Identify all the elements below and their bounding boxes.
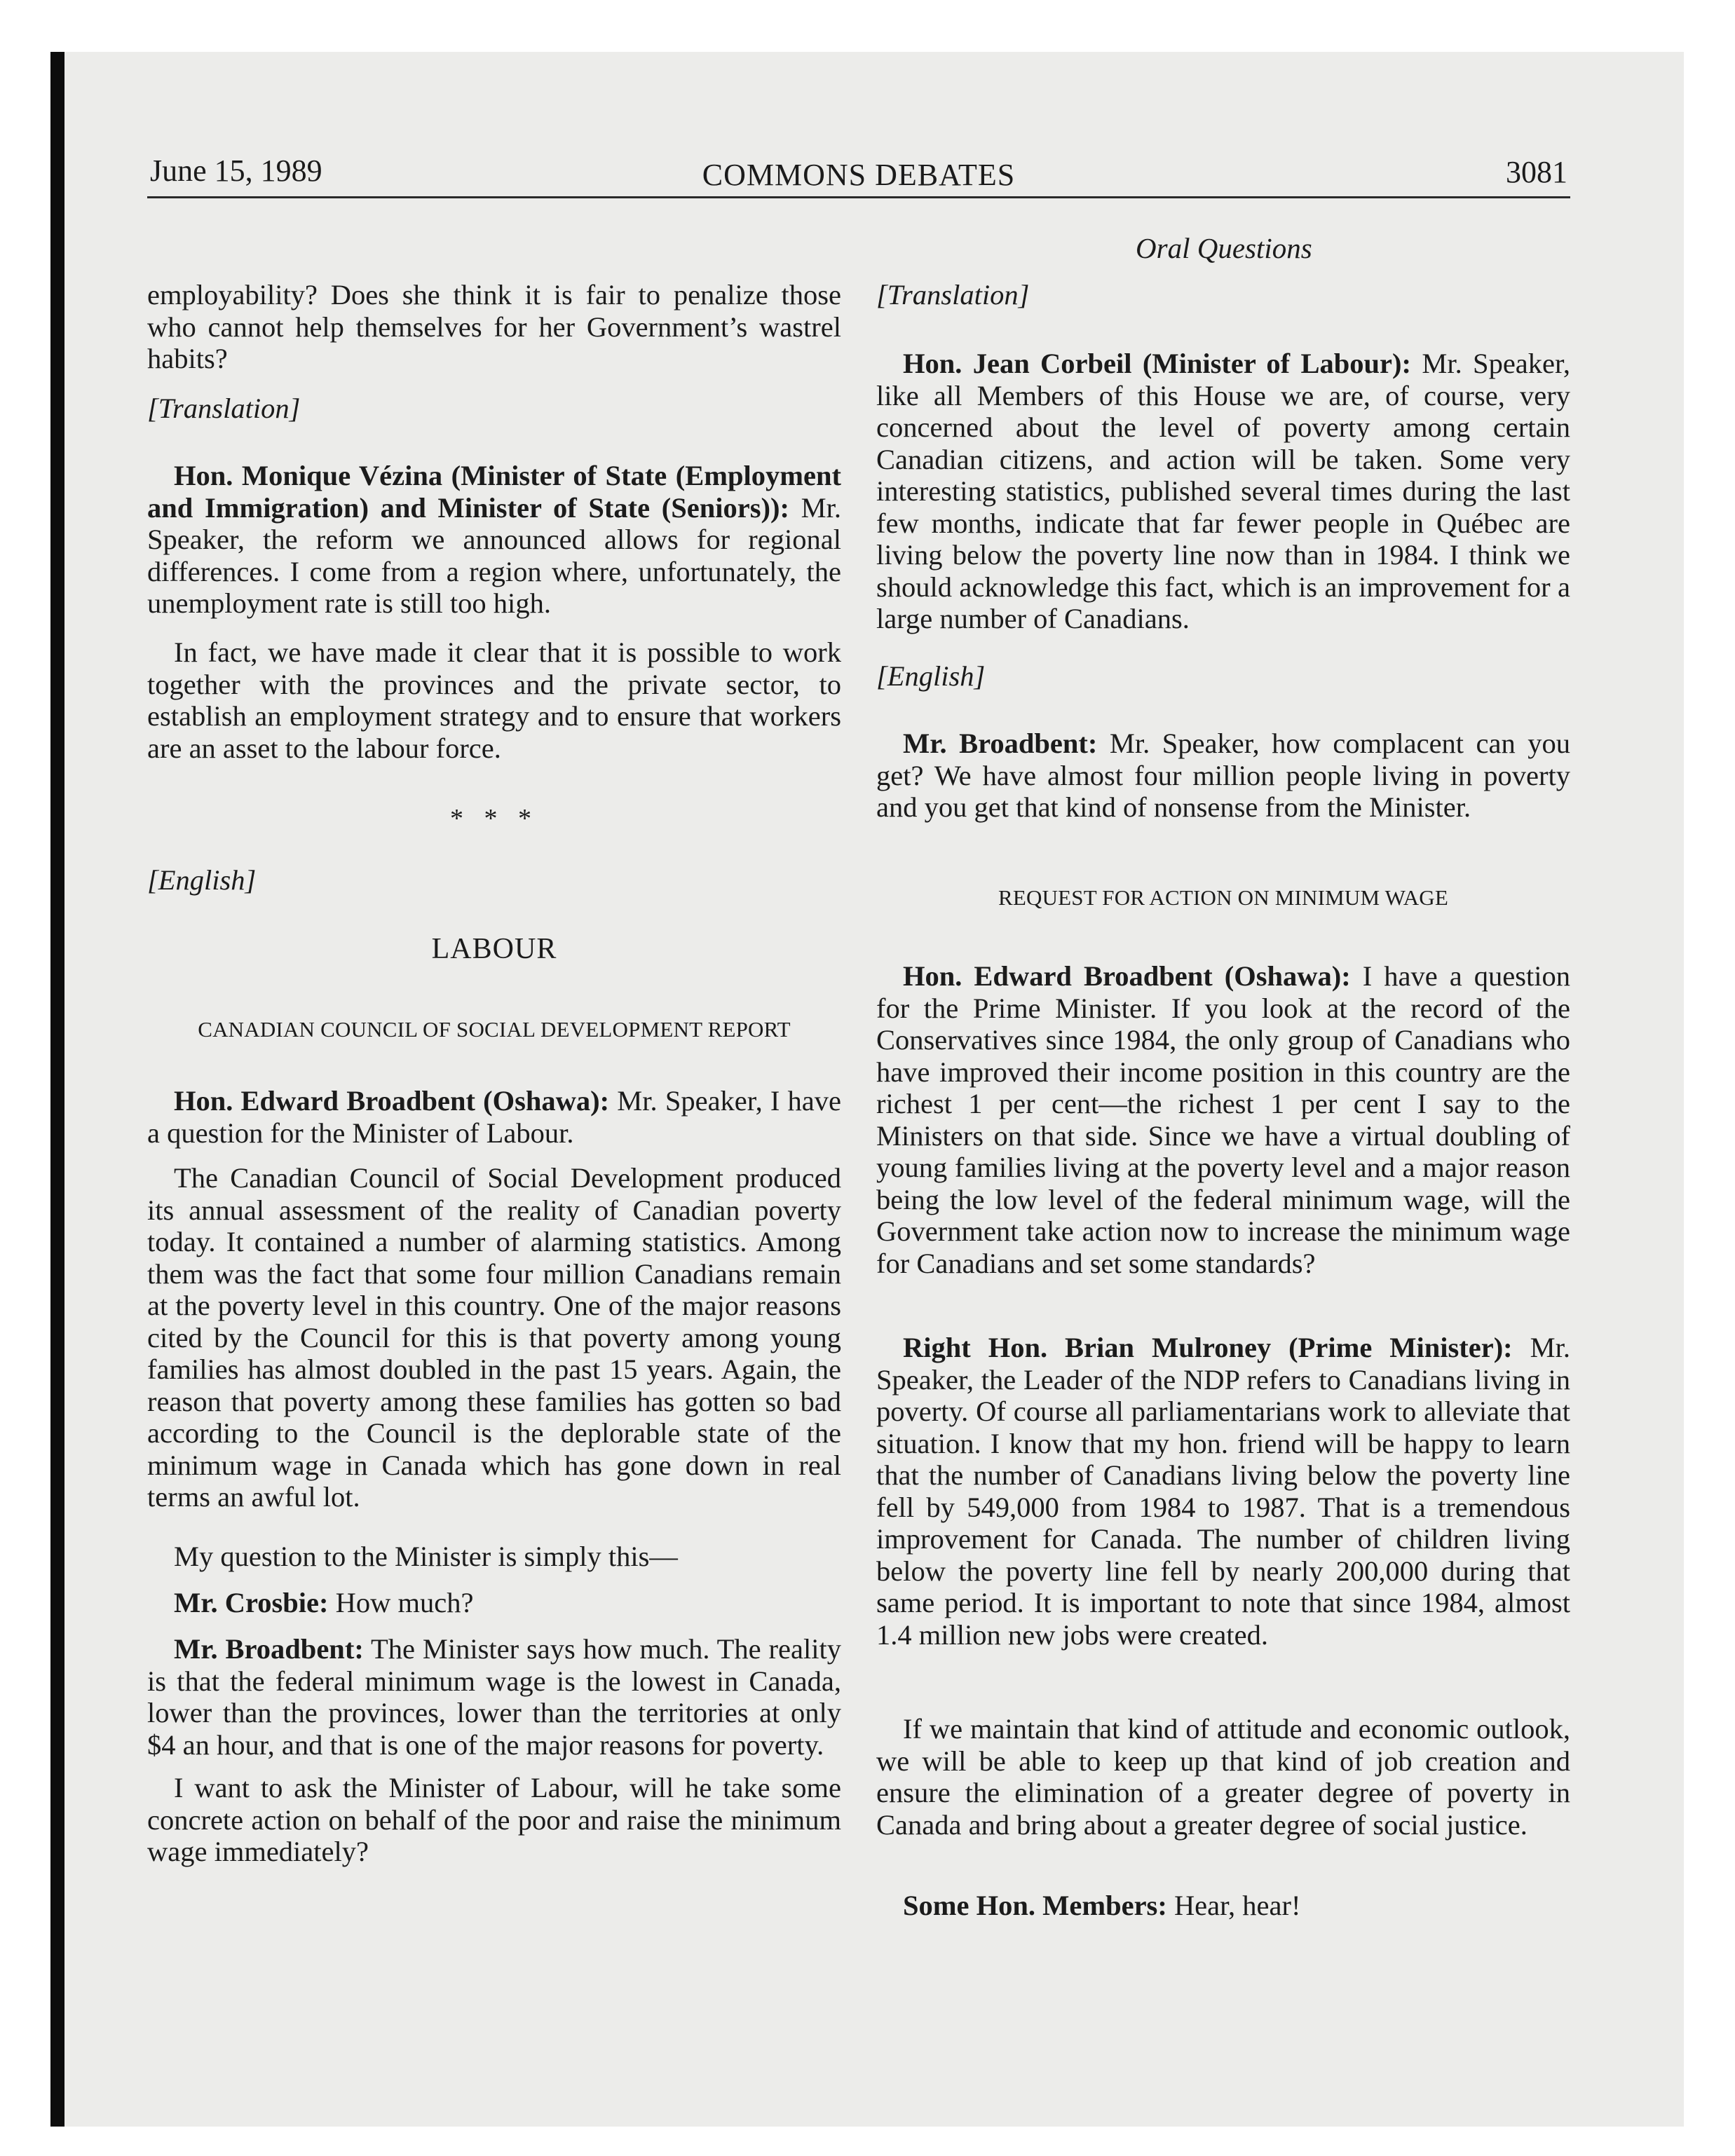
speaker-name: Some Hon. Members: [903, 1890, 1167, 1921]
english-marker: [English] [876, 660, 986, 692]
speech-text: Hear, hear! [1166, 1890, 1301, 1921]
speech-text: Mr. Speaker, the reform we announced allows for regional differences. I come from a region where, unfortunately, the unemployment rate is still too high. [147, 491, 842, 619]
header-date: June 15, 1989 [150, 153, 322, 188]
section-divider: * * * [450, 804, 538, 833]
speaker-name: Mr. Crosbie: [174, 1587, 329, 1618]
speaker-name: Mr. Broadbent: [174, 1633, 364, 1665]
speaker-name: Hon. Edward Broadbent (Oshawa): [903, 960, 1351, 992]
right-column [876, 279, 1570, 1975]
paragraph: In fact, we have made it clear that it is possible to work together with the provinces and the private sector, to establish an employment strategy and to ensure that workers are an asset to the labour force. [147, 636, 841, 764]
paragraph [876, 1332, 1570, 1651]
running-head: Oral Questions [1136, 232, 1312, 264]
binding-edge [50, 52, 64, 2127]
paragraph [876, 348, 1570, 635]
paragraph [147, 460, 841, 620]
translation-marker: [Translation] [876, 279, 1030, 311]
speech-text: Mr. Speaker, like all Members of this House we are, of course, very concerned about the level of poverty among certain Canadian citizens, and action will be taken. Some very interesting statistics, published several times during the last few months, indicate that far fewer people in Québec are living below the poverty line now than in 1984. I think we should acknowledge this fact, which is an improvement for a large number of Canadians. [876, 348, 1570, 634]
speech-text: Mr. Speaker, how complacent can you get? We have almost four million people living in poverty and you get that kind of nonsense from the Minister. [876, 728, 1570, 823]
speech-text: Mr. Speaker, the Leader of the NDP refers to Canadians living in poverty. Of course all parliamentarians work to alleviate that situation. I know that my hon. friend will be happy to learn that the number of Canadians living below the poverty line fell by 549,000 from 1984 to 1987. That is a tremendous improvement for Canada. The number of children living below the poverty line fell by nearly 200,000 during that same period. It is important to note that since 1984, almost 1.4 million new jobs were created. [876, 1332, 1570, 1651]
header-title: COMMONS DEBATES [702, 158, 1016, 192]
paragraph [147, 1085, 841, 1149]
paragraph [147, 1587, 841, 1619]
speaker-name: Mr. Broadbent: [903, 728, 1098, 759]
speech-text: The Minister says how much. The reality is that the federal minimum wage is the lowest in Canada, lower than the provinces, lower than the territories at only $4 an hour, and that is one of the major reasons for poverty. [147, 1633, 841, 1761]
paragraph [876, 728, 1570, 824]
paragraph [147, 1633, 841, 1761]
paragraph: The Canadian Council of Social Development produced its annual assessment of the reality of Canadian poverty today. It contained a number of alarming statistics. Among them was the fact that some four million Canadians remain at the poverty level in this country. One of the major reasons cited by the Council for this is that poverty among young families has almost doubled in the past 15 years. Again, the reason that poverty among these families has gotten so bad according to the Council is the deplorable state of the minimum wage in Canada which has gone down in real terms an awful lot. [147, 1162, 841, 1513]
speech-text: Mr. Speaker, I have a question for the Minister of Labour. [147, 1085, 841, 1149]
speech-text: How much? [328, 1587, 474, 1618]
paragraph: If we maintain that kind of attitude and economic outlook, we will be able to keep up that kind of job creation and ensure the elimination of a greater degree of poverty in Canada and bring about a greater degree of social justice. [876, 1713, 1570, 1841]
speaker-name: Hon. Monique Vézina (Minister of State (Employment and Immigration) and Minister of State (Seniors)): [147, 460, 841, 524]
speaker-name: Right Hon. Brian Mulroney (Prime Minister): [903, 1332, 1513, 1363]
paragraph: My question to the Minister is simply this— [174, 1541, 678, 1572]
paragraph: employability? Does she think it is fair to penalize those who cannot help themselves for her Government’s wastrel habits? [147, 279, 841, 374]
left-column [147, 279, 841, 1975]
speaker-name: Hon. Edward Broadbent (Oshawa): [174, 1085, 610, 1117]
english-marker: [English] [147, 864, 257, 896]
section-subtitle: REQUEST FOR ACTION ON MINIMUM WAGE [998, 885, 1449, 910]
paragraph: I want to ask the Minister of Labour, will he take some concrete action on behalf of the poor and raise the minimum wage immediately? [147, 1772, 841, 1867]
section-title: LABOUR [431, 933, 557, 965]
speech-text: I have a question for the Prime Minister. If you look at the record of the Conservatives since 1984, the only group of Canadians who have improved their income position in this country are the richest 1 per cent—the richest 1 per cent I say to the Ministers on that side. Since we have a virtual doubling of young families living at the poverty level and a major reason being the low level of the federal minimum wage, will the Government take action now to increase the minimum wage for Canadians and set some standards? [876, 960, 1570, 1279]
paragraph [876, 960, 1570, 1279]
page-header [147, 147, 1570, 198]
paragraph [876, 1890, 1570, 1922]
translation-marker: [Translation] [147, 393, 301, 424]
page-number: 3081 [1506, 155, 1567, 189]
section-subtitle: CANADIAN COUNCIL OF SOCIAL DEVELOPMENT REPORT [198, 1017, 791, 1042]
speaker-name: Hon. Jean Corbeil (Minister of Labour): [903, 348, 1411, 379]
